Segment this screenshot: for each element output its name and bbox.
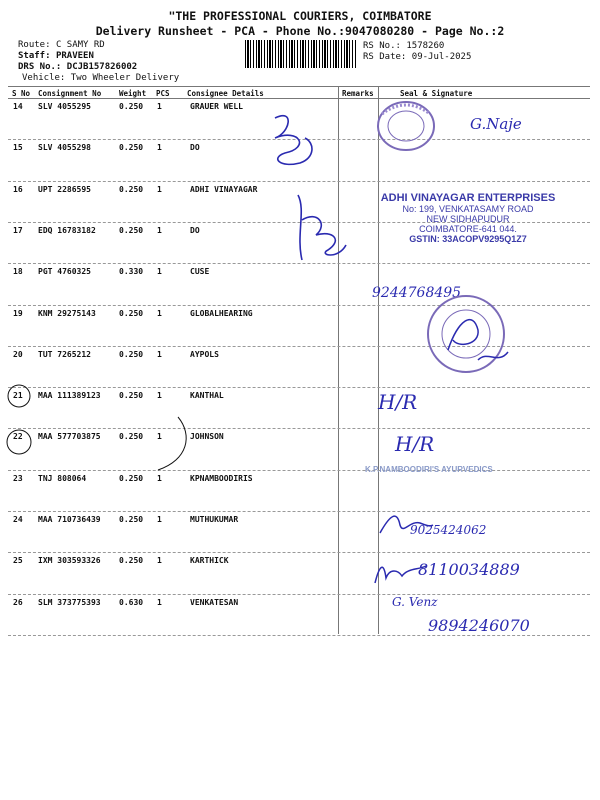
name-row26: G. Venz xyxy=(392,595,438,609)
row-consignee: GLOBALHEARING xyxy=(190,308,253,318)
row-consignee: ADHI VINAYAGAR xyxy=(190,184,258,194)
row-consignment-no: PGT 4760325 xyxy=(38,267,91,277)
col-consignee: Consignee Details xyxy=(187,89,264,98)
row-pcs: 1 xyxy=(157,556,162,566)
row-weight: 0.250 xyxy=(119,556,144,566)
row-sno: 21 xyxy=(13,391,23,401)
row-sno: 17 xyxy=(13,225,23,235)
stamp-gstin: GSTIN: 33ACOPV9295Q1Z7 xyxy=(409,234,527,244)
row-pcs: 1 xyxy=(157,143,162,153)
barcode xyxy=(245,40,357,68)
stamp-address-1: No: 199, VENKATASAMY ROAD xyxy=(402,204,534,214)
col-pcs: PCS xyxy=(156,89,170,98)
row-sno: 14 xyxy=(13,102,23,111)
row-sno: 22 xyxy=(13,432,23,442)
col-remarks: Remarks xyxy=(342,89,374,98)
row-sno: 16 xyxy=(13,184,23,194)
kp-namboodiri-stamp: K.P.NAMBOODIRI'S AYURVEDICS xyxy=(365,465,493,474)
table-header-rule xyxy=(8,98,590,99)
row-weight: 0.250 xyxy=(119,102,144,111)
row-divider xyxy=(8,181,590,182)
row-divider xyxy=(8,470,590,471)
header-right-meta xyxy=(363,41,471,63)
row-consignee: KPNAMBOODIRIS xyxy=(190,473,253,483)
row-divider xyxy=(8,635,590,636)
row-consignment-no: EDQ 16783182 xyxy=(38,225,96,235)
stamp-address-3: COIMBATORE-641 044. xyxy=(419,224,517,234)
col-consignment: Consignment No xyxy=(38,89,102,98)
phone-row24: 9025424062 xyxy=(410,523,487,537)
col-sno: S No xyxy=(12,89,31,98)
row-consignment-no: MAA 577703875 xyxy=(38,432,101,442)
scribble-row14-15 xyxy=(255,108,335,178)
vehicle-label: Vehicle: xyxy=(22,73,66,83)
row-consignee: GRAUER WELL xyxy=(190,102,243,111)
row-weight: 0.630 xyxy=(119,597,144,607)
row-consignment-no: UPT 2286595 xyxy=(38,184,91,194)
vehicle-value: Two Wheeler Delivery xyxy=(70,73,180,83)
vehicle-line xyxy=(22,73,179,84)
scribble-row16-17 xyxy=(288,190,358,270)
row-consignee: DO xyxy=(190,225,200,235)
row-consignee: DO xyxy=(190,143,200,153)
phone-row25: 8110034889 xyxy=(418,560,520,579)
row-divider xyxy=(8,594,590,595)
route-value: C SAMY RD xyxy=(55,40,105,50)
drs-value: DCJB157826002 xyxy=(66,62,138,72)
row-consignment-no: SLV 4055298 xyxy=(38,143,91,153)
row-consignment-no: TUT 7265212 xyxy=(38,349,91,359)
row-consignment-no: MAA 710736439 xyxy=(38,515,101,524)
row-consignee: JOHNSON xyxy=(190,432,224,442)
staff-label: Staff: xyxy=(18,51,51,61)
document-title: "THE PROFESSIONAL COURIERS, COIMBATORE xyxy=(168,9,432,23)
row-consignment-no: TNJ 808064 xyxy=(38,473,87,483)
row-consignment-no: MAA 111389123 xyxy=(38,391,101,401)
row-weight: 0.250 xyxy=(119,184,144,194)
row-sno: 19 xyxy=(13,308,23,318)
row-weight: 0.250 xyxy=(119,391,144,401)
route-label: Route: xyxy=(18,40,51,50)
row-weight: 0.330 xyxy=(119,267,144,277)
row-consignment-no: SLV 4055295 xyxy=(38,102,91,111)
col-signature: Seal & Signature xyxy=(400,89,473,98)
row-consignment-no: IXM 303593326 xyxy=(38,556,101,566)
row-pcs: 1 xyxy=(157,267,162,277)
adhi-vinayagar-stamp xyxy=(378,192,558,244)
phone-row18: 9244768495 xyxy=(372,285,462,301)
row-weight: 0.250 xyxy=(119,143,144,153)
round-seal-row19-20 xyxy=(418,290,518,380)
rs-date-value: 09-Jul-2025 xyxy=(411,52,472,62)
row-sno: 24 xyxy=(13,515,23,524)
row-consignee: KARTHICK xyxy=(190,556,229,566)
row-sno: 26 xyxy=(13,597,23,607)
row-sno: 15 xyxy=(13,143,23,153)
row-weight: 0.250 xyxy=(119,515,144,524)
row-consignee: CUSE xyxy=(190,267,210,277)
rs-no-label: RS No.: xyxy=(363,41,401,51)
row-sno: 25 xyxy=(13,556,23,566)
row-consignee: KANTHAL xyxy=(190,391,224,401)
row-sno: 23 xyxy=(13,473,23,483)
row-pcs: 1 xyxy=(157,225,162,235)
row-weight: 0.250 xyxy=(119,473,144,483)
row-pcs: 1 xyxy=(157,432,162,442)
signature-row14: G.Naje xyxy=(470,115,522,133)
row-sno: 18 xyxy=(13,267,23,277)
row-weight: 0.250 xyxy=(119,432,144,442)
sno-circle-marks xyxy=(4,384,38,456)
row-pcs: 1 xyxy=(157,391,162,401)
rs-date-label: RS Date: xyxy=(363,52,407,62)
row-divider xyxy=(8,511,590,512)
row-divider xyxy=(8,552,590,553)
row-pcs: 1 xyxy=(157,349,162,359)
row-pcs: 1 xyxy=(157,184,162,194)
row-consignee: AYPOLS xyxy=(190,349,219,359)
row-weight: 0.250 xyxy=(119,225,144,235)
col-weight: Weight xyxy=(119,89,147,98)
stamp-address-2: NEW SIDHAPUDUR xyxy=(426,214,510,224)
row-divider xyxy=(8,428,590,429)
staff-value: PRAVEEN xyxy=(55,51,94,61)
pencil-arc-mark xyxy=(148,415,193,475)
remark-row21: H/R xyxy=(378,390,418,414)
row-consignee: MUTHUKUMAR xyxy=(190,515,239,524)
row-pcs: 1 xyxy=(157,308,162,318)
row-consignment-no: KNM 29275143 xyxy=(38,308,96,318)
row-pcs: 1 xyxy=(157,473,162,483)
remark-row22: H/R xyxy=(395,432,435,456)
row-pcs: 1 xyxy=(157,597,162,607)
document-subtitle: Delivery Runsheet - PCA - Phone No.:9047080280 - Page No.:2 xyxy=(95,24,505,38)
row-weight: 0.250 xyxy=(119,349,144,359)
round-seal-row14 xyxy=(372,96,442,156)
table-top-rule xyxy=(8,86,590,87)
stamp-company-name: ADHI VINAYAGAR ENTERPRISES xyxy=(380,192,556,204)
header-left-meta xyxy=(18,40,137,73)
row-pcs: 1 xyxy=(157,515,162,524)
row-divider xyxy=(8,387,590,388)
phone-row26: 9894246070 xyxy=(428,616,530,635)
row-consignment-no: SLM 373775393 xyxy=(38,597,101,607)
row-weight: 0.250 xyxy=(119,308,144,318)
drs-label: DRS No.: xyxy=(18,62,62,72)
rs-no-value: 1578260 xyxy=(406,41,445,51)
row-sno: 20 xyxy=(13,349,23,359)
row-consignee: VENKATESAN xyxy=(190,597,239,607)
row-pcs: 1 xyxy=(157,102,162,111)
